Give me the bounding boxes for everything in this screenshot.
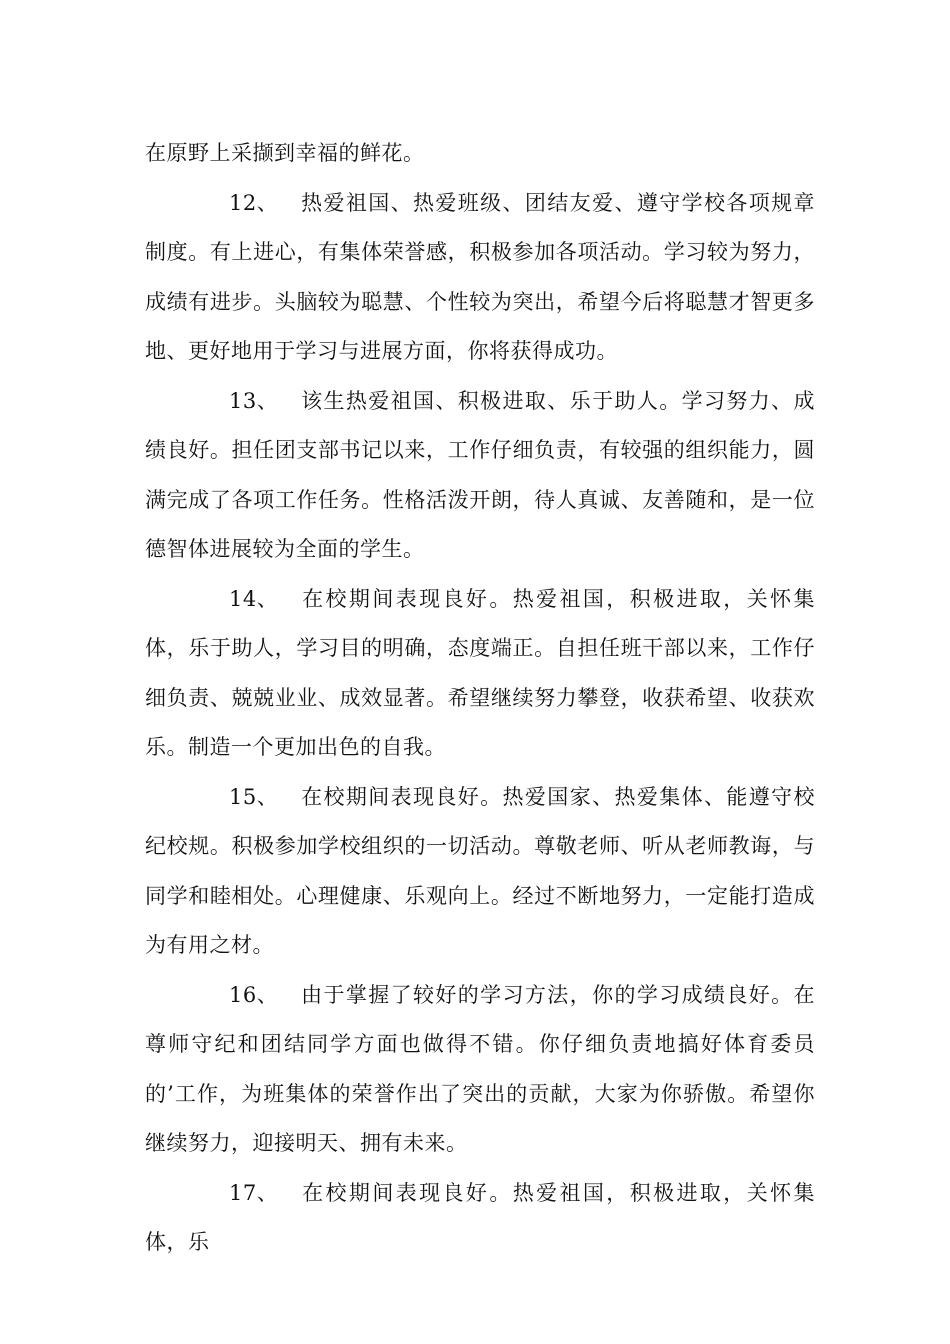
paragraph-text: 在校期间表现良好。热爱祖国，积极进取，关怀集体，乐于助人，学习目的明确，态度端正。自担任班干部以来，工作仔细负责、兢兢业业、成效显著。希望继续努力攀登，收获希望、收获欢乐。制造一个更加出色的自我。 (145, 586, 815, 759)
paragraph-number: 12、 (229, 190, 279, 215)
paragraph-11-continuation (145, 129, 815, 179)
paragraph-16 (145, 971, 815, 1169)
paragraph-number: 14、 (229, 586, 279, 611)
paragraph-text: 该生热爱祖国、积极进取、乐于助人。学习努力、成绩良好。担任团支部书记以来，工作仔细负责，有较强的组织能力，圆满完成了各项工作任务。性格活泼开朗，待人真诚、友善随和，是一位德智体进展较为全面的学生。 (145, 388, 815, 561)
paragraph-number: 13、 (229, 388, 279, 413)
paragraph-text: 在校期间表现良好。热爱祖国，积极进取，关怀集体，乐 (145, 1180, 815, 1254)
paragraph-number: 17、 (229, 1180, 279, 1205)
paragraph-number: 15、 (229, 784, 279, 809)
paragraph-text: 在校期间表现良好。热爱国家、热爱集体、能遵守校纪校规。积极参加学校组织的一切活动。尊敬老师、听从老师教诲，与同学和睦相处。心理健康、乐观向上。经过不断地努力，一定能打造成为有用之材。 (145, 784, 815, 957)
paragraph-text: 由于掌握了较好的学习方法，你的学习成绩良好。在尊师守纪和团结同学方面也做得不错。你仔细负责地搞好体育委员的’工作，为班集体的荣誉作出了突出的贡献，大家为你骄傲。希望你继续努力，迎接明天、拥有未来。 (145, 982, 815, 1155)
paragraph-number: 16、 (229, 982, 279, 1007)
paragraph-15 (145, 773, 815, 971)
paragraph-14 (145, 575, 815, 773)
paragraph-text: 在原野上采撷到幸福的鲜花。 (145, 141, 425, 165)
paragraph-13 (145, 377, 815, 575)
paragraph-12 (145, 179, 815, 377)
paragraph-text: 热爱祖国、热爱班级、团结友爱、遵守学校各项规章制度。有上进心，有集体荣誉感，积极参加各项活动。学习较为努力，成绩有进步。头脑较为聪慧、个性较为突出，希望今后将聪慧才智更多地、更好地用于学习与进展方面，你将获得成功。 (145, 190, 815, 363)
document-body (145, 129, 815, 1268)
paragraph-17 (145, 1169, 815, 1268)
